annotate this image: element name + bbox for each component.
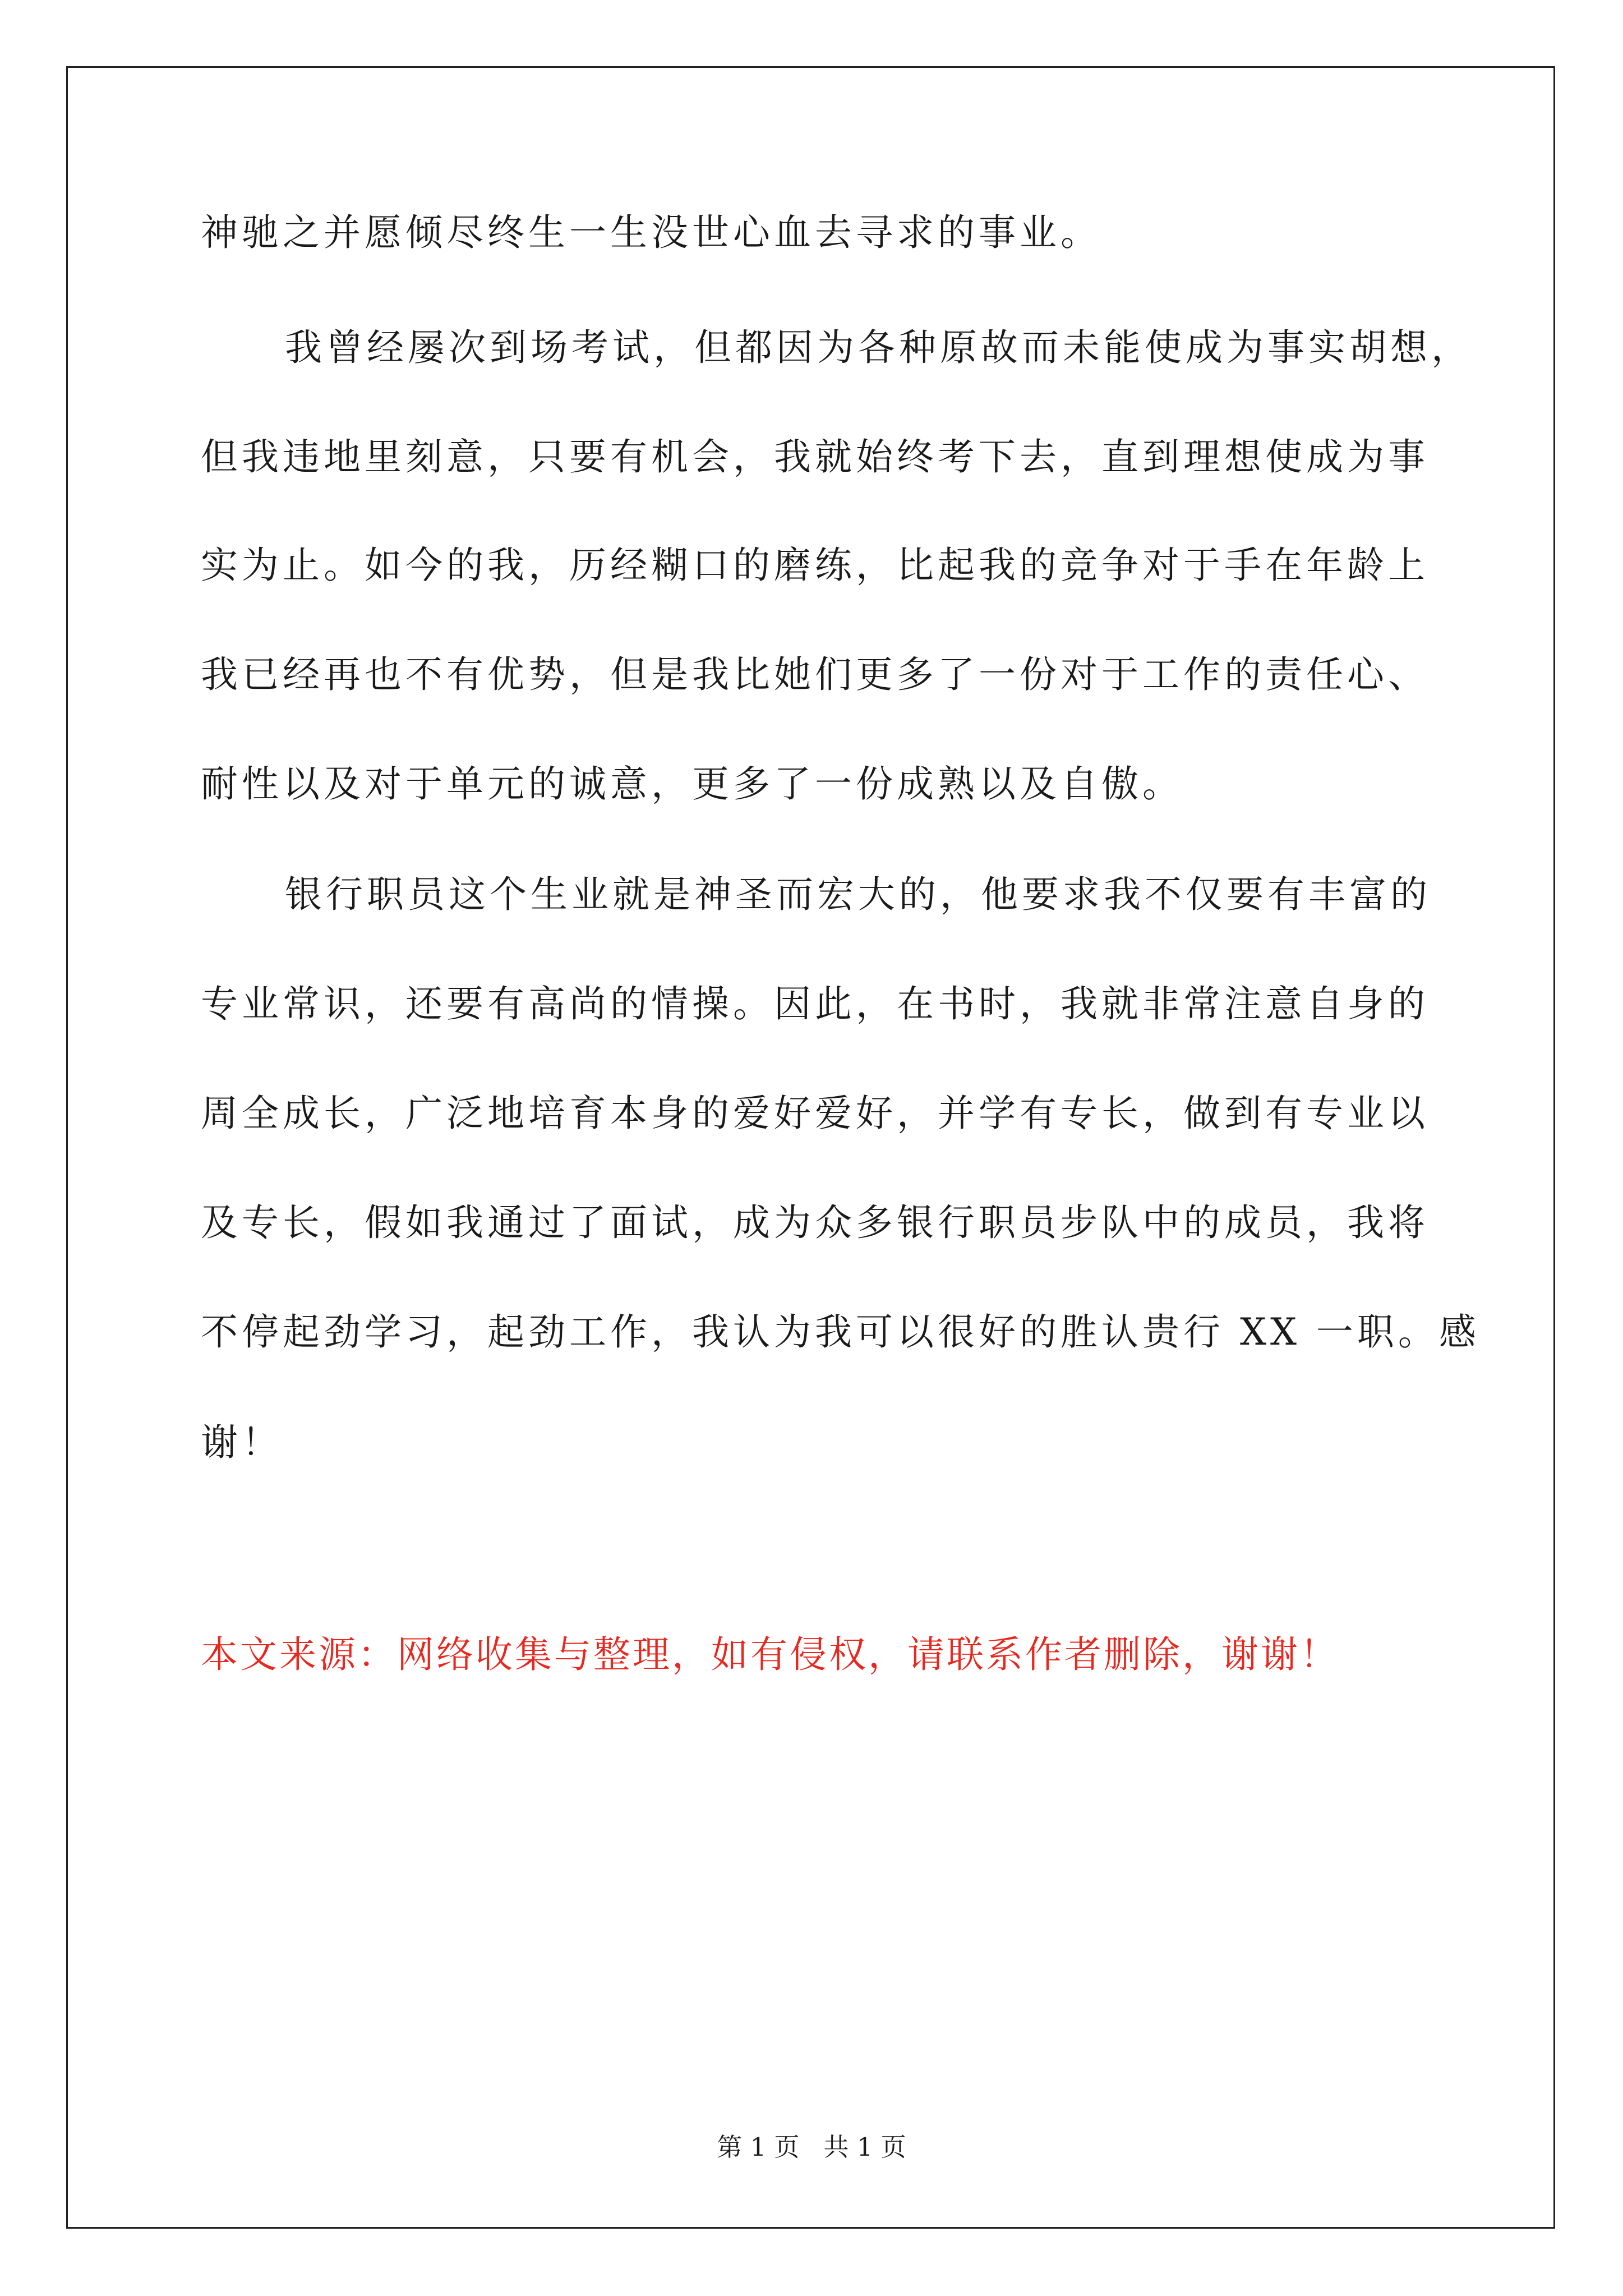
page-number-footer: 第 1 页 共 1 页 [717, 2132, 906, 2162]
body-line-7: 银行职员这个生业就是神圣而宏大的，他要求我不仅要有丰富的 [285, 873, 1431, 916]
body-line-4: 实为止。如今的我，历经糊口的磨练，比起我的竞争对于手在年龄上 [201, 544, 1429, 587]
source-note: 本文来源：网络收集与整理，如有侵权，请联系作者删除，谢谢！ [201, 1633, 1339, 1676]
body-line-8: 专业常识，还要有高尚的情操。因此，在书时，我就非常注意自身的 [201, 982, 1429, 1025]
body-line-10: 及专长，假如我通过了面试，成为众多银行职员步队中的成员，我将 [201, 1201, 1429, 1244]
body-line-9: 周全成长，广泛地培育本身的爱好爱好，并学有专长，做到有专业以 [201, 1092, 1429, 1135]
body-line-11: 不停起劲学习，起劲工作，我认为我可以很好的胜认贵行 XX 一职。感 [201, 1310, 1480, 1354]
body-line-6: 耐性以及对于单元的诚意，更多了一份成熟以及自傲。 [201, 762, 1183, 806]
body-line-1: 神驰之并愿倾尽终生一生没世心血去寻求的事业。 [201, 211, 1101, 254]
body-line-2: 我曾经屡次到场考试，但都因为各种原故而未能使成为事实胡想， [285, 326, 1472, 369]
body-line-3: 但我违地里刻意，只要有机会，我就始终考下去，直到理想使成为事 [201, 435, 1429, 478]
body-line-12: 谢！ [201, 1421, 283, 1464]
body-line-5: 我已经再也不有优势，但是我比她们更多了一份对于工作的责任心、 [201, 653, 1429, 696]
page-border [66, 66, 1555, 2229]
